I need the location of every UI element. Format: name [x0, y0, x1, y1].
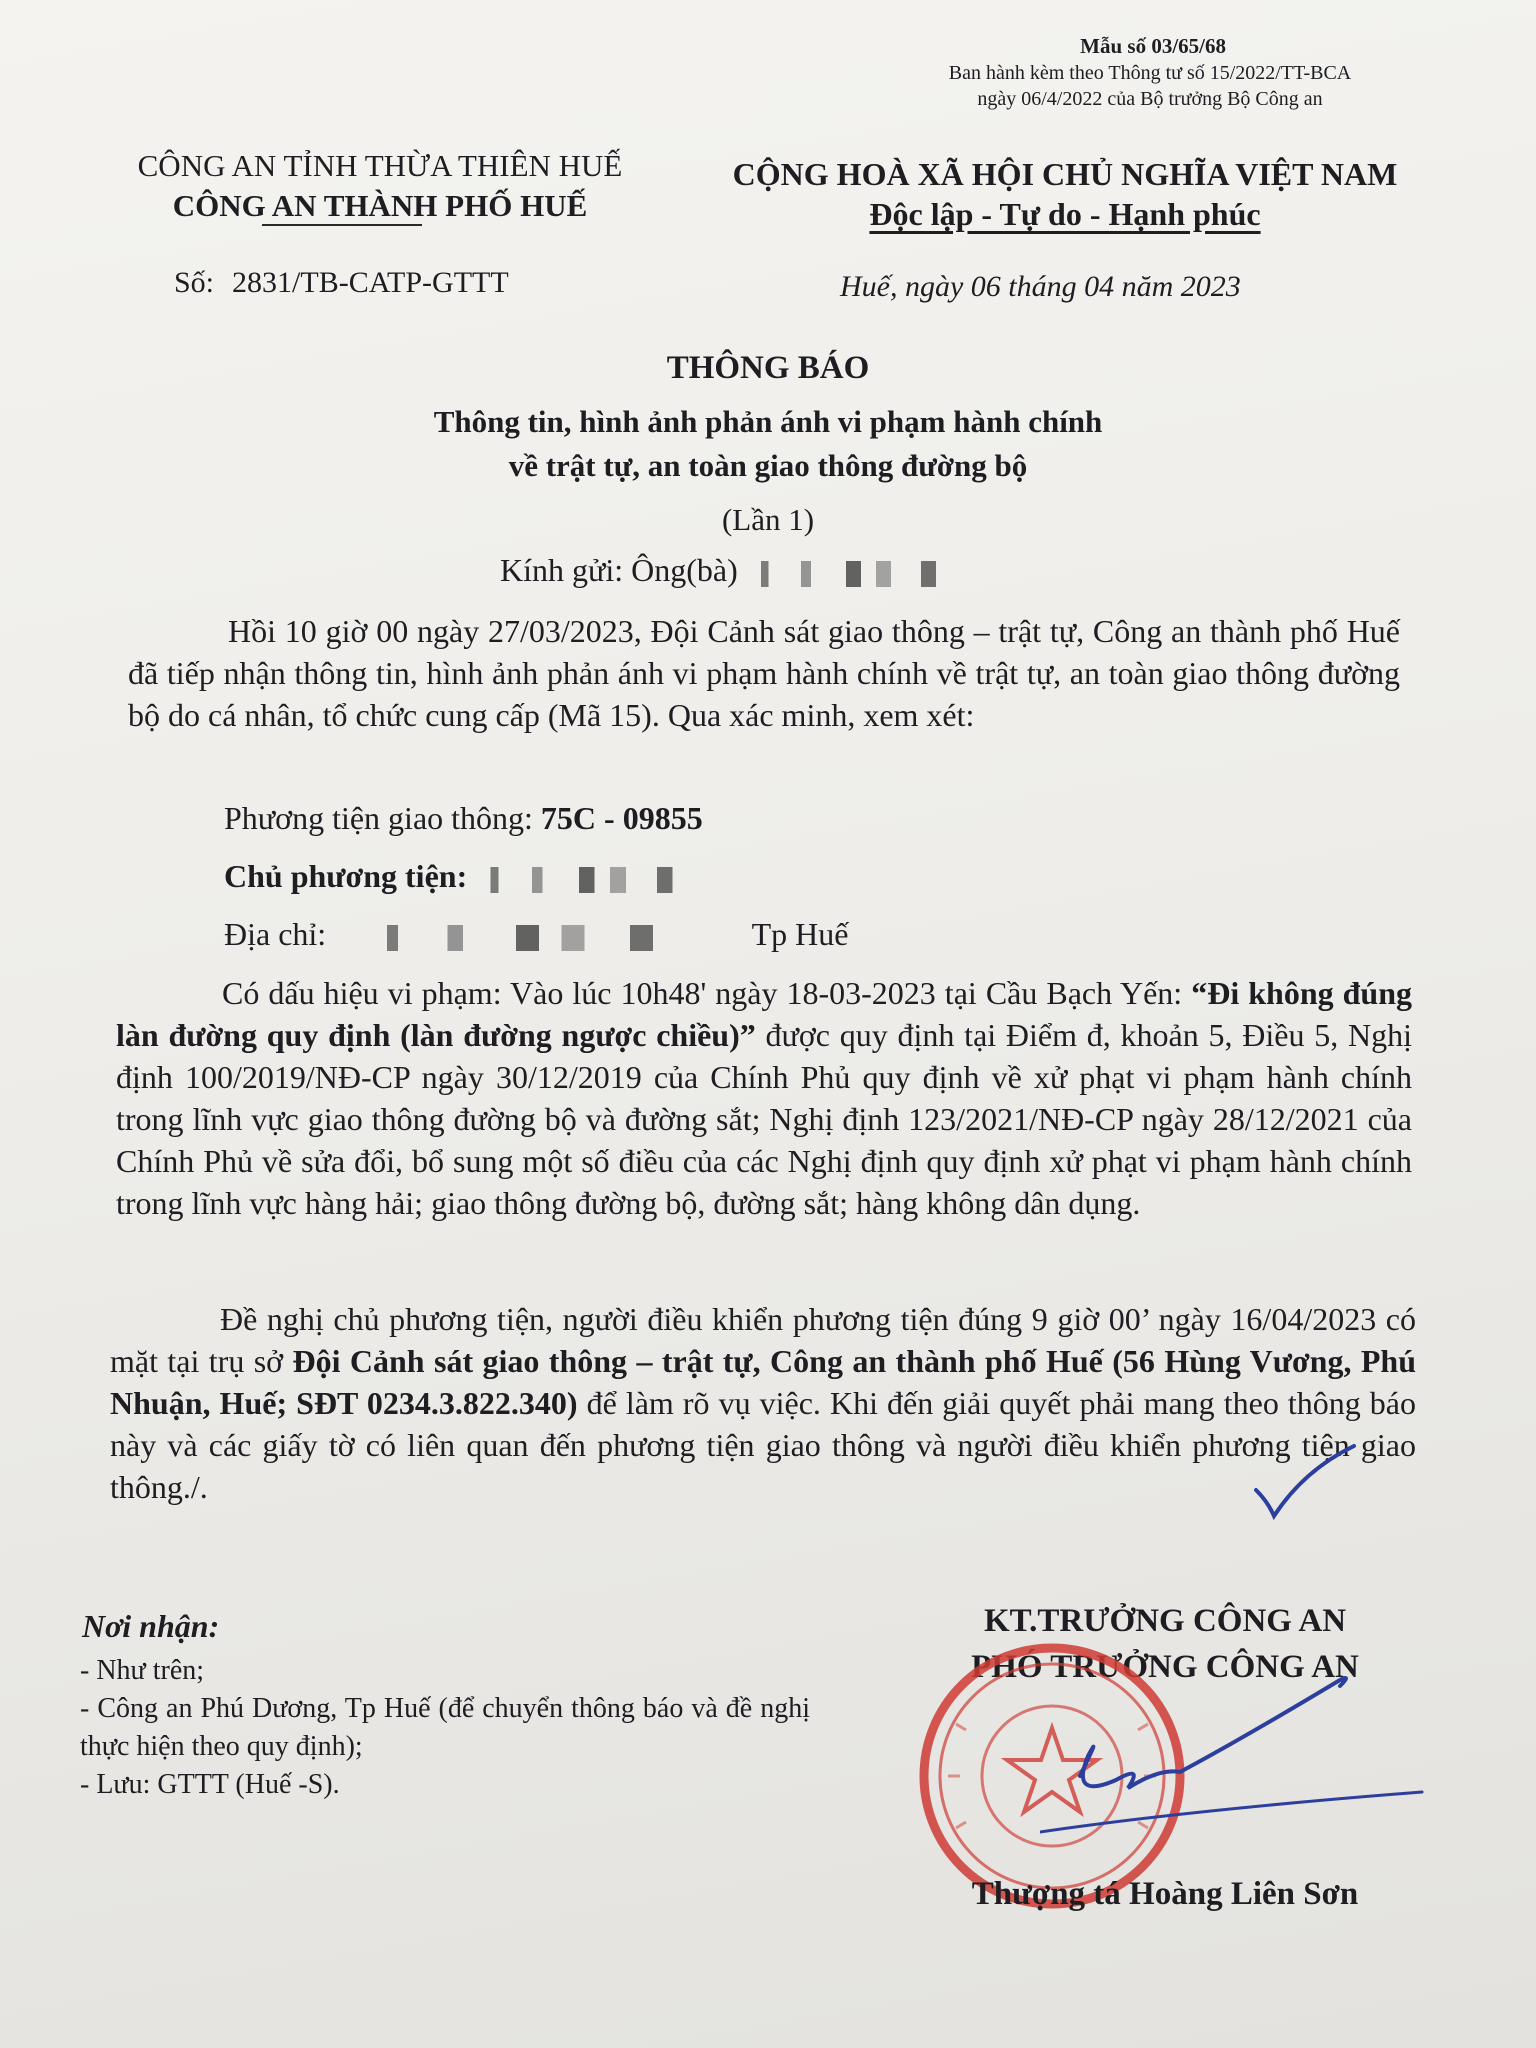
- recipient-item: - Như trên;: [80, 1655, 205, 1686]
- vehicle-label: Phương tiện giao thông:: [224, 800, 533, 836]
- form-issued-line: Ban hành kèm theo Thông tư số 15/2022/TT-BCA: [948, 62, 1352, 84]
- violation-lead: Có dấu hiệu vi phạm: Vào lúc 10h48' ngày 18-03-2023 tại Cầu Bạch Yến:: [222, 975, 1183, 1011]
- paragraph-violation: [116, 972, 1412, 1224]
- request-rest: để làm rõ vụ việc. Khi đến giải quyết phải mang theo thông báo này và các giấy tờ có liên quan đến phương tiện giao thông và người điều khiển phương tiện giao thông./.: [110, 1385, 1417, 1505]
- document-subtitle: [0, 400, 1536, 488]
- recipient-item: - Lưu: GTTT (Huế -S).: [80, 1769, 340, 1800]
- agency-name: CÔNG AN THÀNH PHỐ HUẾ: [172, 188, 588, 223]
- owner-field: [224, 858, 735, 895]
- recipients-title: Nơi nhận:: [82, 1608, 220, 1644]
- request-location: Đội Cảnh sát giao thông – trật tự, Công an thành phố Huế (56 Hùng Vương, Phú Nhuận, Huế; SĐT 0234.3.822.340): [110, 1343, 1417, 1421]
- form-code: Mẫu số 03/65/68: [1080, 34, 1226, 58]
- recipients-list: [80, 1652, 810, 1804]
- violation-description: “Đi không đúng làn đường quy định (làn đường ngược chiều)”: [116, 975, 1413, 1053]
- owner-label: Chủ phương tiện:: [224, 858, 468, 894]
- ref-value: 2831/TB-CATP-GTTT: [232, 266, 509, 299]
- request-lead: Đề nghị chủ phương tiện, người điều khiển phương tiện đúng 9 giờ 00’ ngày 16/04/2023 có mặt tại trụ sở: [110, 1301, 1416, 1379]
- issue-date: Huế, ngày 06 tháng 04 năm 2023: [840, 270, 1241, 303]
- signer-name: Thượng tá Hoàng Liên Sơn: [971, 1876, 1359, 1912]
- handwritten-signature-icon: [1040, 1660, 1430, 1860]
- agency-parent: CÔNG AN TỈNH THỪA THIÊN HUẾ: [137, 148, 623, 183]
- vehicle-plate: 75C - 09855: [540, 800, 703, 836]
- form-issued-note: [880, 60, 1420, 112]
- redacted-name: [746, 561, 996, 587]
- notice-count: (Lần 1): [721, 502, 815, 537]
- redacted-address: [364, 925, 744, 951]
- document-title: THÔNG BÁO: [666, 350, 870, 386]
- form-issued-line: ngày 06/4/2022 của Bộ trưởng Bộ Công an: [977, 88, 1323, 110]
- greeting-text: Kính gửi: Ông(bà): [500, 552, 738, 588]
- motto: Độc lập - Tự do - Hạnh phúc: [869, 196, 1261, 232]
- agency-underline: [262, 224, 422, 226]
- subtitle-line: về trật tự, an toàn giao thông đường bộ: [508, 448, 1028, 483]
- role-line: PHÓ TRƯỞNG CÔNG AN: [971, 1649, 1359, 1685]
- greeting: [500, 552, 996, 589]
- nation-name: CỘNG HOÀ XÃ HỘI CHỦ NGHĨA VIỆT NAM: [732, 156, 1398, 192]
- reference-number: [174, 266, 509, 300]
- recipient-item: - Công an Phú Dương, Tp Huế (để chuyển thông báo và đề nghị thực hiện theo quy định);: [80, 1693, 810, 1762]
- violation-legal-basis: được quy định tại Điểm đ, khoản 5, Điều 5, Nghị định 100/2019/NĐ-CP ngày 30/12/2019 của Chính Phủ quy định về xử phạt vi phạm hành chính trong lĩnh vực giao thông đường bộ và đường sắt; Nghị định 123/2021/NĐ-CP ngày 28/12/2021 của Chính Phủ về sửa đổi, bổ sung một số điều của các Nghị định quy định xử phạt vi phạm hành chính trong lĩnh vực hàng hải; giao thông đường bộ, đường sắt; hàng không dân dụng.: [116, 1017, 1413, 1221]
- paragraph-intro: Hồi 10 giờ 00 ngày 27/03/2023, Đội Cảnh sát giao thông – trật tự, Công an thành phố Huế đã tiếp nhận thông tin, hình ảnh phản ánh vi phạm hành chính về trật tự, an toàn giao thông đường bộ do cá nhân, tổ chức cung cấp (Mã 15). Qua xác minh, xem xét:: [128, 613, 1400, 733]
- agency-block: [70, 146, 690, 226]
- nation-block: [680, 154, 1450, 234]
- vehicle-field: [224, 800, 703, 837]
- redacted-owner: [475, 867, 735, 893]
- checkmark-icon: [1250, 1440, 1360, 1520]
- address-label: Địa chỉ:: [224, 916, 327, 952]
- address-field: [224, 916, 848, 953]
- ref-label: Số:: [174, 266, 215, 299]
- role-line: KT.TRƯỞNG CÔNG AN: [983, 1603, 1347, 1639]
- subtitle-line: Thông tin, hình ảnh phản ánh vi phạm hành chính: [433, 404, 1103, 439]
- address-suffix: Tp Huế: [751, 916, 849, 952]
- paragraph-request: [110, 1298, 1416, 1508]
